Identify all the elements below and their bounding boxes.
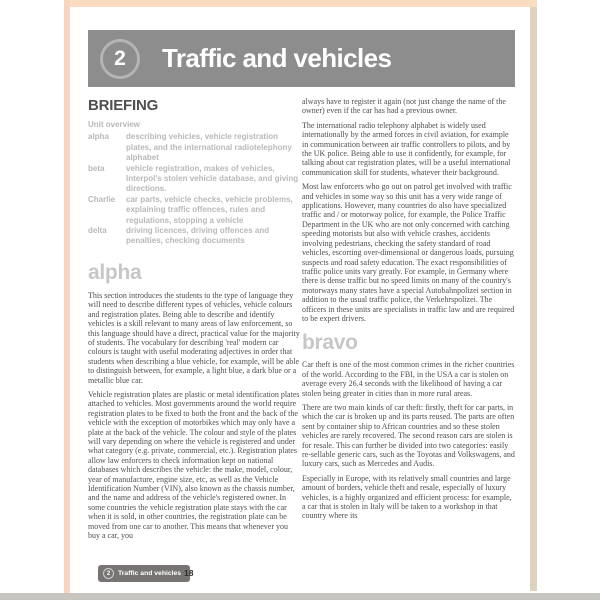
briefing-term: delta: [88, 226, 107, 236]
page-number: 18: [184, 568, 194, 578]
briefing-item: [88, 132, 301, 163]
page-border-top: [64, 0, 537, 7]
paragraph-right-2: The international radio telephony alphabet is widely used internationally by the armed forces in civil aviation, for example in communication between air traffic controllers to pilots, and by the UK police. Being able to use it confidently, for example, for talking about car registration plates, will be a useful international communication skill for students, whatever their background.: [302, 120, 511, 177]
page-border-left: [64, 0, 70, 596]
briefing-description: describing vehicles, vehicle registration plates, and the international radiotelephony alphabet: [126, 132, 292, 163]
briefing-term: Charlie: [88, 194, 116, 204]
footer-chapter-pill: [98, 565, 190, 582]
paragraph-bravo-1: Car theft is one of the most common crimes in the richer countries of the world. According to the FBI, in the USA a car is stolen on average every 26.4 seconds with the likelihood of having a car stolen being greater in cities than in more rural areas.: [302, 360, 515, 398]
chapter-number: 2: [114, 46, 126, 70]
unit-overview-label: Unit overview: [88, 120, 141, 129]
footer-chapter-label: Traffic and vehicles: [118, 570, 182, 577]
right-column: [302, 97, 516, 526]
paragraph-bravo-2: There are two main kinds of car theft: firstly, theft for car parts, in which the car is broken up and its parts reused. The parts are often sent by container ship to African countries and so these stolen vehicles are rarely recovered. The second reason cars are stolen is for resale. This can further be divided into two categories: easily re-sellable generic cars, such as the Toyotas and Volkswagens, and luxury cars, such as Mercedes and Audis.: [302, 402, 515, 469]
section-heading-alpha: alpha: [88, 260, 142, 284]
briefing-item: [88, 164, 301, 195]
briefing-item: [88, 226, 301, 247]
chapter-number-badge: [100, 39, 140, 79]
paragraph-alpha-2: Vehicle registration plates are plastic or metal identification plates attached to vehicles. Most governments around the world require registration plates to be fixed to both the front and the back of the vehicle with the exception of motorbikes which may only have a plate at the back of the vehicle. The colour and style of the plates will vary depending on where the vehicle is registered and under what category (e.g. private, commercial, etc.). Registration plates allow law enforcers to check information kept on national databases which describes the vehicle: the make, model, colour, year of manufacture, engine size, etc, as well as the Vehicle Identification Number (VIN), also known as the chassis number, and the name and address of the vehicle's registered owner. In some countries the vehicle registration plate stays with the car when it is sold, in other countries, the registration plate can be moved from one car to another. This means that whenever you buy a car, you: [88, 389, 300, 541]
chapter-title: Traffic and vehicles: [162, 43, 392, 73]
page-edge-right: [530, 7, 537, 591]
briefing-description: vehicle registration, makes of vehicles, Interpol's stolen vehicle database, and giving directions.: [126, 163, 299, 194]
footer-chapter-number: 2: [106, 570, 111, 577]
desk-surface-band: [0, 593, 600, 600]
paragraph-bravo-3: Especially in Europe, with its relatively small countries and large amount of borders, vehicle theft and resale, especially of luxury vehicles, is a highly organized and efficient process: for example, a car that is stolen in Italy will be taken to a workshop in that country where its: [302, 473, 512, 521]
briefing-item: [88, 195, 301, 226]
briefing-term: beta: [88, 163, 105, 173]
section-heading-bravo: bravo: [302, 331, 358, 355]
briefing-description: car parts, vehicle checks, vehicle problems, explaining traffic offences, rules and regulations, stopping a vehicle: [126, 194, 293, 225]
paragraph-right-3: Most law enforcers who go out on patrol get involved with traffic and vehicles in some way so this unit has a very wide range of applications. However, many countries do also have specialized traffic and / or motorway police, for example, the Police Traffic Department in the UK who are not only concerned with catching speeding motorists but also with vehicle crashes, accidents involving pedestrians, checking the safety standard of road vehicles, escorting over-dimensional or dangerous loads, pursuing suspects and road safety education. The exact responsibilities of traffic police units vary greatly. For example, in Germany where there is dense traffic but no speed limits on many of the country's motorways many states have a special Autobahnpolizei section in addition to the usual traffic police, the Verkehrspolizei. The officers in these units are specialists in traffic law and are required to be expert drivers.: [302, 182, 515, 323]
chapter-header: [88, 30, 515, 87]
left-column: [88, 97, 301, 545]
paragraph-alpha-1: This section introduces the students to the type of language they will need to describe different types of vehicles, vehicle colours and registration plates. Being able to describe and identify vehicles is a skill relevant to many areas of law enforcement, so this language should have a direct, practical value for the majority of students. The vocabulary for describing 'real' modern car colours is taught with useful moderating adjectives in order that students when describing a blue vehicle, for example, will be able to distinguish between, for example, a light blue, a dark blue or a metallic blue car.: [88, 290, 300, 385]
briefing-heading: BRIEFING: [88, 97, 159, 114]
briefing-description: driving licences, driving offences and penalties, checking documents: [126, 226, 270, 246]
footer-chapter-number-icon: [103, 568, 114, 579]
briefing-term: alpha: [88, 132, 109, 142]
paragraph-right-1: always have to register it again (not just change the name of the owner) even if the car has had a previous owner.: [302, 97, 506, 116]
